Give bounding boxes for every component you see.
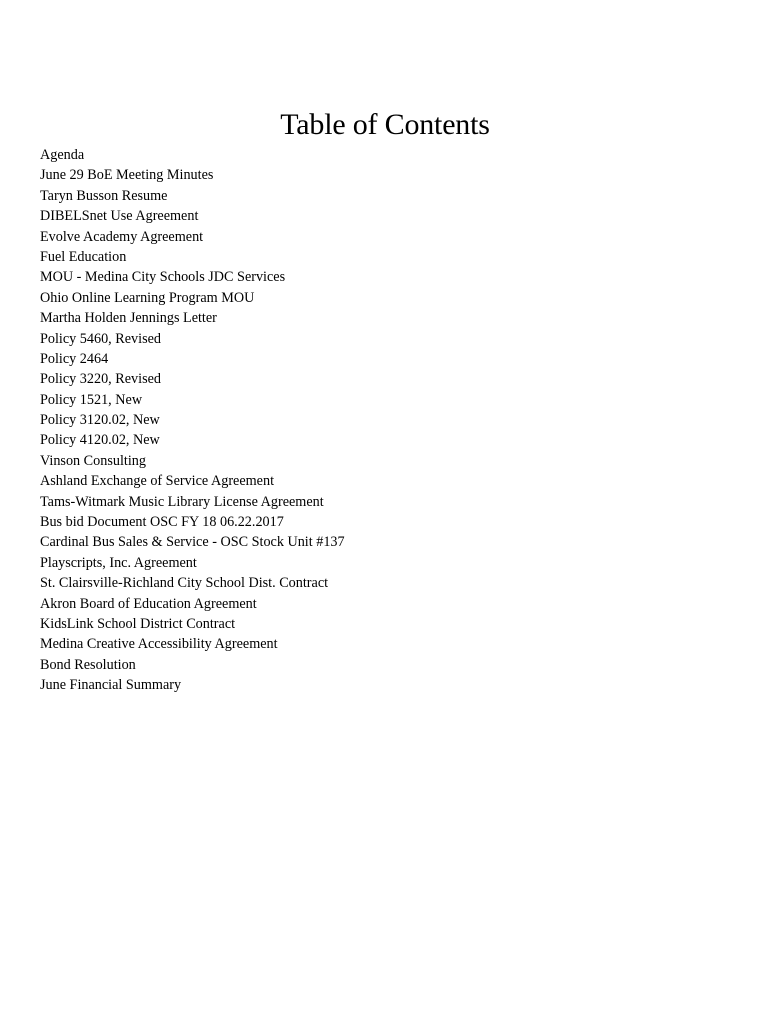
toc-entry: Cardinal Bus Sales & Service - OSC Stock Unit #137	[40, 534, 345, 551]
toc-entry: Agenda	[40, 147, 85, 163]
toc-entry: Policy 4120.02, New	[40, 432, 160, 449]
toc-entry: Playscripts, Inc. Agreement	[40, 554, 197, 571]
toc-entry: MOU - Medina City Schools JDC Services	[40, 269, 286, 286]
toc-entry: Fuel Education	[40, 248, 127, 265]
toc-entry: Martha Holden Jennings Letter	[40, 310, 217, 327]
toc-entry: Bond Resolution	[40, 656, 136, 673]
toc-entry: St. Clairsville-Richland City School Dist. Contract	[40, 575, 329, 592]
toc-entry: Vinson Consulting	[40, 452, 146, 469]
toc-entry: Policy 3220, Revised	[40, 371, 161, 388]
toc-entry: Medina Creative Accessibility Agreement	[40, 636, 278, 653]
toc-entry: June 29 BoE Meeting Minutes	[40, 167, 214, 184]
toc-entry: Akron Board of Education Agreement	[40, 595, 257, 612]
toc-entry: Ohio Online Learning Program MOU	[40, 289, 255, 306]
toc-list	[40, 145, 345, 696]
toc-entry: Policy 2464	[40, 350, 109, 367]
toc-entry: Evolve Academy Agreement	[40, 228, 204, 245]
toc-entry: Ashland Exchange of Service Agreement	[40, 473, 275, 490]
toc-entry: DIBELSnet Use Agreement	[40, 208, 199, 225]
toc-entry: Policy 3120.02, New	[40, 412, 160, 429]
page-title: Table of Contents	[280, 108, 490, 141]
toc-entry: Taryn Busson Resume	[40, 187, 168, 204]
toc-entry: KidsLink School District Contract	[40, 615, 236, 632]
toc-entry: June Financial Summary	[40, 677, 182, 694]
toc-entry: Bus bid Document OSC FY 18 06.22.2017	[40, 514, 284, 531]
toc-entry: Policy 5460, Revised	[40, 330, 161, 347]
toc-entry: Tams-Witmark Music Library License Agreement	[40, 493, 324, 510]
toc-entry: Policy 1521, New	[40, 391, 143, 408]
